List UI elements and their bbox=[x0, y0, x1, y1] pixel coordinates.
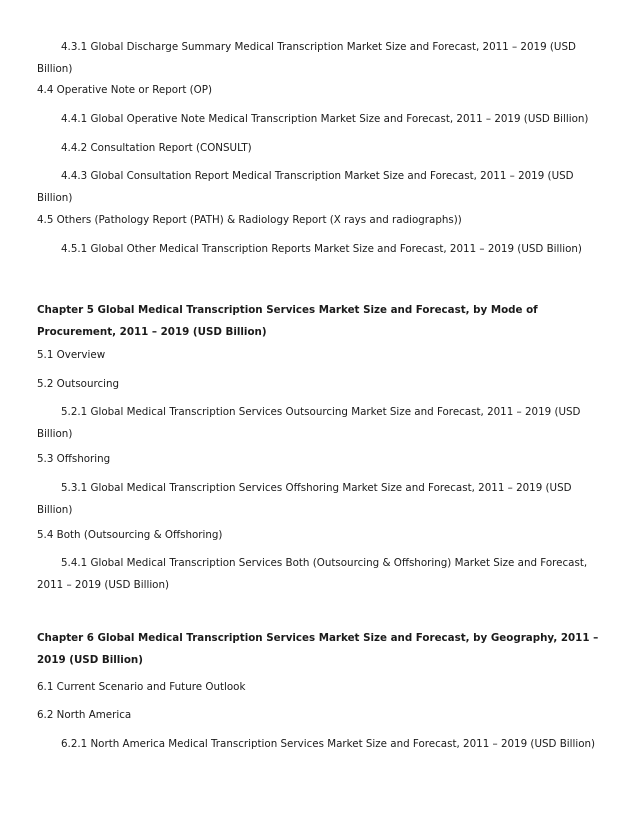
toc-entry-6-2-1: 6.2.1 North America Medical Transcription Services Market Size and Forecast, 2011 – 2019 (USD Billion) bbox=[61, 738, 596, 750]
toc-entry-4-4-1: 4.4.1 Global Operative Note Medical Transcription Market Size and Forecast, 2011 – 2019 (USD Billion) bbox=[61, 113, 589, 125]
toc-entry-4-4: 4.4 Operative Note or Report (OP) bbox=[37, 84, 212, 96]
toc-entry-4-5: 4.5 Others (Pathology Report (PATH) & Radiology Report (X rays and radiographs)) bbox=[37, 214, 462, 226]
toc-entry-5-1: 5.1 Overview bbox=[37, 349, 106, 361]
toc-entry-5-4-1: 5.4.1 Global Medical Transcription Services Both (Outsourcing & Offshoring) Market Size and Forecast, 2011 – 2019 (USD Billion) bbox=[37, 557, 588, 591]
toc-entry-5-4: 5.4 Both (Outsourcing & Offshoring) bbox=[37, 529, 223, 541]
toc-entry-4-4-3: 4.4.3 Global Consultation Report Medical Transcription Market Size and Forecast, 2011 – 2019 (USD Billion) bbox=[37, 170, 574, 204]
toc-entry-4-4-2: 4.4.2 Consultation Report (CONSULT) bbox=[61, 142, 252, 154]
toc-entry-5-3: 5.3 Offshoring bbox=[37, 453, 111, 465]
toc-entry-4-5-1: 4.5.1 Global Other Medical Transcription Reports Market Size and Forecast, 2011 – 2019 (USD Billion) bbox=[61, 243, 582, 255]
chapter-5-heading: Chapter 5 Global Medical Transcription Services Market Size and Forecast, by Mode of Procurement, 2011 – 2019 (USD Billion) bbox=[37, 304, 538, 338]
toc-entry-5-2-1: 5.2.1 Global Medical Transcription Services Outsourcing Market Size and Forecast, 2011 – 2019 (USD Billion) bbox=[37, 406, 581, 440]
toc-entry-6-2: 6.2 North America bbox=[37, 709, 132, 721]
chapter-6-heading: Chapter 6 Global Medical Transcription Services Market Size and Forecast, by Geography, 2011 – 2019 (USD Billion) bbox=[37, 632, 599, 666]
toc-entry-4-3-1: 4.3.1 Global Discharge Summary Medical Transcription Market Size and Forecast, 2011 – 2019 (USD Billion) bbox=[37, 41, 576, 75]
toc-entry-5-3-1: 5.3.1 Global Medical Transcription Services Offshoring Market Size and Forecast, 2011 – 2019 (USD Billion) bbox=[37, 482, 572, 516]
toc-entry-6-1: 6.1 Current Scenario and Future Outlook bbox=[37, 681, 246, 693]
toc-entry-5-2: 5.2 Outsourcing bbox=[37, 378, 120, 390]
